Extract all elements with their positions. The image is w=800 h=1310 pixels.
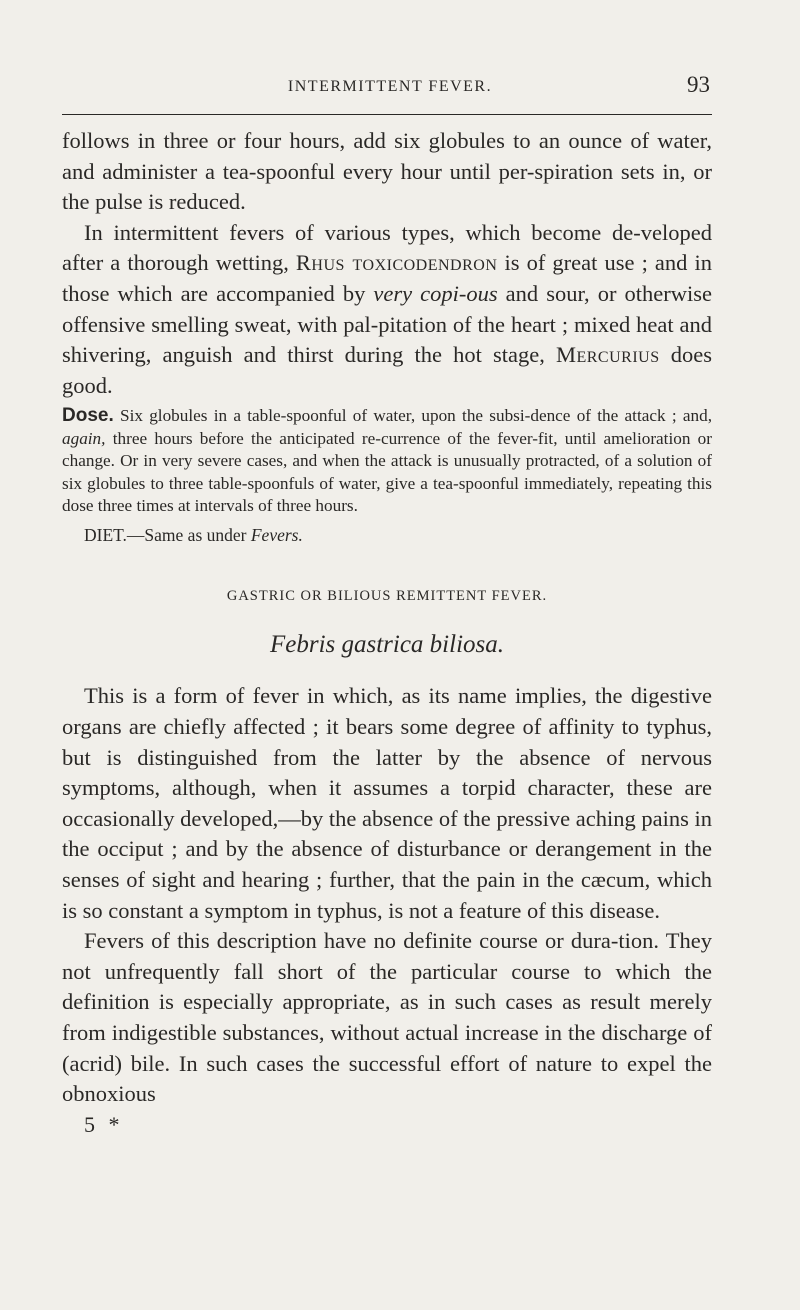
running-head-title: INTERMITTENT FEVER. — [287, 78, 493, 95]
dose-text-1: Six globules in a table-spoonful of water, upon the subsi-dence of the attack ; and, — [113, 406, 712, 426]
dose-paragraph — [62, 405, 712, 517]
section-heading: GASTRIC OR BILIOUS REMITTENT FEVER. — [226, 588, 548, 605]
header-rule — [62, 114, 712, 115]
paragraph-continued-text: follows in three or four hours, add six globules to an ounce of water, and administer a tea-spoonful every hour until per-spiration sets in, or the pulse is reduced. — [62, 128, 712, 215]
dose-text-2: three hours before the anticipated re-currence of the fever-fit, until amelioration or change. Or in very severe cases, and when the attack is unusually protracted, of a solution of six globules to three table-spoonfuls of water, give a tea-spoonful immediately, repeating this dose three times at intervals of three hours. — [62, 428, 712, 515]
section-subheading: Febris gastrica biliosa. — [269, 631, 505, 659]
para2-text-4: does good. — [62, 342, 712, 398]
diet-text: —Same as under — [126, 525, 251, 546]
diet-line — [84, 525, 712, 546]
running-head — [70, 72, 710, 106]
remedy-rhus-toxicodendron: Rhus toxicodendron — [295, 250, 498, 276]
paragraph-rhus-mercurius — [62, 218, 712, 402]
paragraph-description-text: This is a form of fever in which, as its name implies, the digestive organs are chiefly affected ; it bears some degree of affinity to typhus, but is distinguished from the latter by the absence of nervous symptoms, although, when it assumes a torpid character, these are occasionally developed,—by the absence of the pressive aching pains in the occiput ; and by the absence of disturbance or derangement in the senses of sight and hearing ; further, that the pain in the cæcum, which is so constant a symptom in typhus, is not a feature of this disease. — [62, 683, 712, 923]
para2-text-1: In intermittent fevers of various types, which become de-veloped after a thorough wetting, — [62, 219, 712, 276]
remedy-mercurius: Mercurius — [555, 342, 660, 368]
paragraph-continued — [62, 126, 712, 218]
diet-label: DIET. — [84, 525, 127, 546]
dose-label: Dose. — [62, 405, 114, 427]
paragraph-course — [62, 926, 712, 1110]
para2-text-2: is of great use ; and in those which are accompanied by — [62, 250, 712, 306]
dose-emphasis: again, — [62, 428, 106, 448]
body-text — [62, 126, 712, 1138]
para2-text-3: and sour, or otherwise offensive smelling sweat, with pal-pitation of the heart ; mixed heat and shivering, anguish and thirst during the hot stage, — [62, 280, 712, 368]
diet-emphasis: Fevers. — [250, 525, 303, 546]
signature-mark: 5 * — [84, 1111, 124, 1137]
paragraph-description — [62, 681, 712, 926]
para2-emphasis: very copi-ous — [373, 280, 498, 306]
page-number: 93 — [687, 72, 710, 97]
paragraph-course-text: Fevers of this description have no definite course or dura-tion. They not unfrequently fall short of the particular course to which the definition is especially appropriate, as in such cases as result merely from indigestible substances, without actual increase in the discharge of (acrid) bile. In such cases the successful effort of nature to expel the obnoxious — [62, 928, 712, 1107]
